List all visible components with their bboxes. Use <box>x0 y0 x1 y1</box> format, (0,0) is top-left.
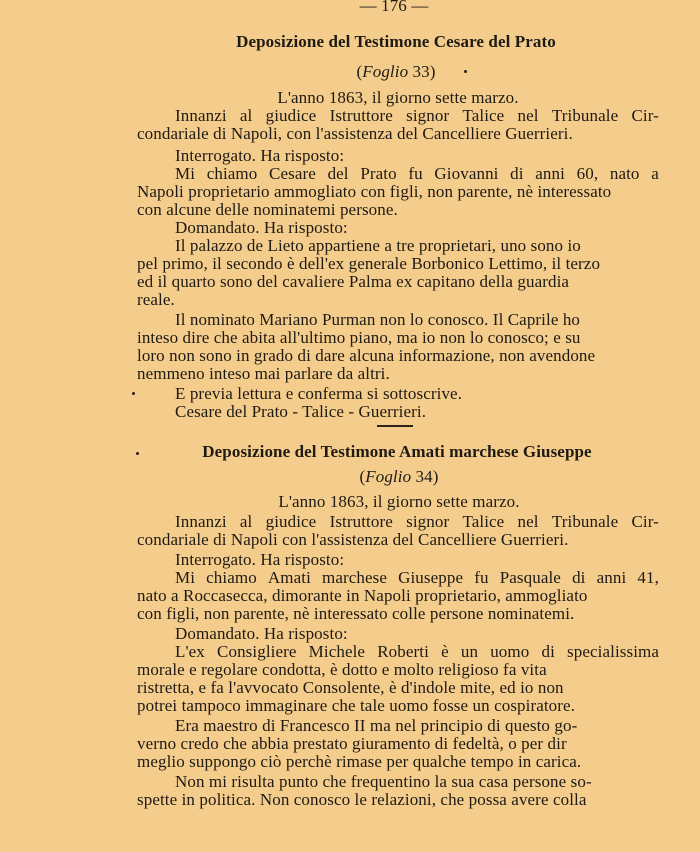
text-line: Mi chiamo Amati marchese Giuseppe fu Pasquale di anni 41, <box>175 568 659 587</box>
folio-reference: (Foglio 33) <box>356 62 436 81</box>
text-line: potrei tampoco immaginare che tale uomo fosse un cospiratore. <box>137 696 576 715</box>
section-title: Deposizione del Testimone Cesare del Prato <box>236 32 556 51</box>
text-line: Era maestro di Francesco II ma nel principio di questo go- <box>175 716 578 735</box>
text-line: nato a Roccasecca, dimorante in Napoli proprietario, ammogliato <box>137 586 588 605</box>
text-line: Napoli proprietario ammogliato con figli, non parente, nè interessato <box>137 182 612 201</box>
date-line: L'anno 1863, il giorno sette marzo. <box>278 492 520 511</box>
text-line: Il palazzo de Lieto appartiene a tre proprietari, uno sono io <box>175 236 581 255</box>
text-line: Domandato. Ha risposto: <box>175 624 348 643</box>
text-line: loro non sono in grado di dare alcuna informazione, non avendone <box>137 346 596 365</box>
text-line: con figli, non parente, nè interessato colle persone nominatemi. <box>137 604 575 623</box>
print-speck <box>136 452 139 455</box>
text-line: Innanzi al giudice Istruttore signor Talice nel Tribunale Cir- <box>175 106 659 125</box>
text-line: L'ex Consigliere Michele Roberti è un uomo di specialissima <box>175 642 659 661</box>
page-number: — 176 — <box>359 0 429 15</box>
text-line: con alcune delle nominatemi persone. <box>137 200 398 219</box>
text-line: E previa lettura e conferma si sottoscrive. <box>175 384 463 403</box>
text-line: Innanzi al giudice Istruttore signor Talice nel Tribunale Cir- <box>175 512 659 531</box>
folio-reference: (Foglio 34) <box>359 467 439 486</box>
text-line: Interrogato. Ha risposto: <box>175 146 345 165</box>
date-line: L'anno 1863, il giorno sette marzo. <box>277 88 519 107</box>
section-title: Deposizione del Testimone Amati marchese Giuseppe <box>202 442 592 461</box>
text-line: condariale di Napoli, con l'assistenza del Cancelliere Guerrieri. <box>137 124 573 143</box>
text-line: pel primo, il secondo è dell'ex generale Borbonico Lettimo, il terzo <box>137 254 601 273</box>
text-line: meglio suppongo ciò perchè rimase per qualche tempo in carica. <box>137 752 582 771</box>
text-line: nemmeno inteso mai parlare da altri. <box>137 364 390 383</box>
section-divider <box>377 425 413 427</box>
text-line: Cesare del Prato - Talice - Guerrieri. <box>175 402 427 421</box>
text-line: Interrogato. Ha risposto: <box>175 550 345 569</box>
text-line: Domandato. Ha risposto: <box>175 218 348 237</box>
print-speck <box>132 392 135 395</box>
text-line: reale. <box>137 290 175 309</box>
text-line: condariale di Napoli con l'assistenza del Cancelliere Guerrieri. <box>137 530 569 549</box>
text-line: ed il quarto sono del cavaliere Palma ex capitano della guardia <box>137 272 570 291</box>
text-line: ristretta, e fa l'avvocato Consolente, è d'indole mite, ed io non <box>137 678 564 697</box>
text-line: Mi chiamo Cesare del Prato fu Giovanni di anni 60, nato a <box>175 164 659 183</box>
text-line: Non mi risulta punto che frequentino la sua casa persone so- <box>175 772 592 791</box>
text-line: morale e regolare condotta, è dotto e molto religioso fa vita <box>137 660 547 679</box>
text-line: spette in politica. Non conosco le relazioni, che possa avere colla <box>137 790 587 809</box>
print-speck <box>464 70 467 73</box>
text-line: Il nominato Mariano Purman non lo conosco. Il Caprile ho <box>175 310 581 329</box>
text-line: inteso dire che abita all'ultimo piano, ma io non lo conosco; e su <box>137 328 581 347</box>
text-line: verno credo che abbia prestato giuramento di fedeltà, o per dir <box>137 734 567 753</box>
